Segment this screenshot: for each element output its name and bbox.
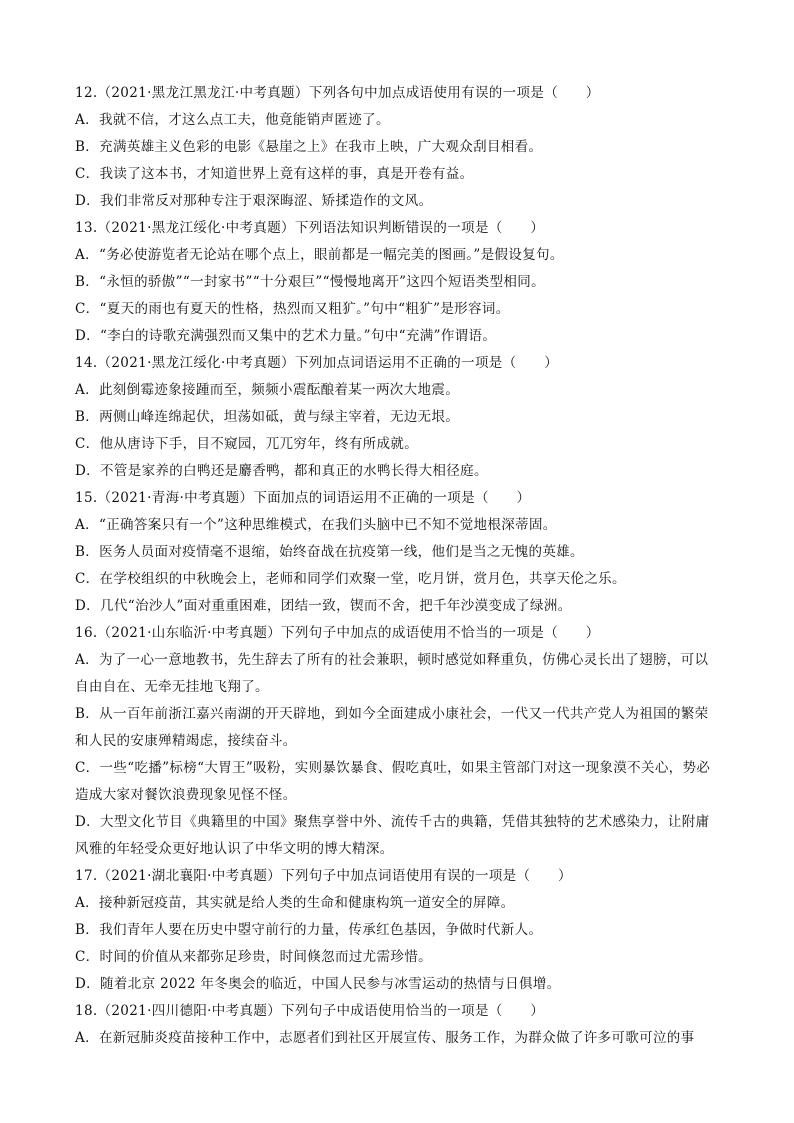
question-title: 13.（2021·黑龙江绥化·中考真题）下列语法知识判断错误的一项是（ ） [75,220,545,236]
question-block [75,485,725,620]
option-line: D．几代“治沙人”面对重重困难，团结一致，锲而不舍，把千年沙漠变成了绿洲。 [75,598,572,614]
option-line: D．大型文化节目《典籍里的中国》聚焦享誉中外、流传千古的典籍，凭借其独特的艺术感染力，让附庸 [75,814,710,830]
option-line: B．充满英雄主义色彩的电影《悬崖之上》在我市上映，广大观众刮目相看。 [75,139,543,155]
question-block [75,350,725,485]
question-title: 12.（2021·黑龙江黑龙江·中考真题）下列各句中加点成语使用有误的一项是（ ） [75,85,600,101]
option-line: D．我们非常反对那种专注于艰深晦涩、矫揉造作的文风。 [75,193,433,209]
option-line: B．从一百年前浙江嘉兴南湖的开天辟地，到如今全面建成小康社会，一代又一代共产党人为祖国的繁荣 [75,706,709,722]
option-line: C．一些“吃播”标榜“大胃王”吸粉，实则暴饮暴食、假吃真吐，如果主管部门对这一现象漠不关心，势必 [75,760,711,776]
question-block [75,80,725,215]
option-line: B．我们青年人要在历史中曌守前行的力量，传承红色基因，争做时代新人。 [75,922,543,938]
question-title: 14.（2021·黑龙江绥化·中考真题）下列加点词语运用不正确的一项是（ ） [75,355,559,371]
question-block [75,863,725,998]
question-title: 17.（2021·湖北襄阳·中考真题）下列句子中加点词语使用有误的一项是（ ） [75,868,572,884]
option-line: C．他从唐诗下手，目不窥园，兀兀穷年，终有所成就。 [75,436,419,452]
option-line: A．在新冠肺炎疫苗接种工作中，志愿者们到社区开展宣传、服务工作，为群众做了许多可歌可泣的事 [75,1030,695,1046]
option-line: B．医务人员面对疫情毫不退缩，始终奋战在抗疫第一线，他们是当之无愧的英雄。 [75,544,584,560]
option-line: B．两侧山峰连绵起伏，坦荡如砥，黄与绿主宰着，无边无垠。 [75,409,460,425]
option-line: 和人民的安康殚精竭虑，接续奋斗。 [75,733,297,749]
exam-page [75,80,725,1052]
option-line: 造成大家对餐饮浪费现象见怪不怪。 [75,787,297,803]
question-title: 16.（2021·山东临沂·中考真题）下列句子中加点的成语使用不恰当的一项是（ ） [75,625,600,641]
option-line: C．时间的价值从来都弥足珍贵，时间倏忽而过尤需珍惜。 [75,949,432,965]
option-line: C．“夏天的雨也有夏天的性格，热烈而又粗犷。”句中“粗犷”是形容词。 [75,301,510,317]
option-line: A．“务必使游览者无论站在哪个点上，眼前都是一幅完美的图画。”是假设复句。 [75,247,564,263]
option-line: A．接种新冠疫苗，其实就是给人类的生命和健康构筑一道安全的屏障。 [75,895,515,911]
option-line: B．“永恒的骄傲”“一封家书”“十分艰巨”“慢慢地离开”这四个短语类型相同。 [75,274,545,290]
option-line: 风雅的年轻受众更好地认识了中华文明的博大精深。 [75,841,394,857]
question-title: 18.（2021·四川德阳·中考真题）下列句子中成语使用恰当的一项是（ ） [75,1003,545,1019]
option-line: A．我就不信，才这么点工夫，他竟能销声匿迹了。 [75,112,390,128]
option-line: D．不管是家养的白鸭还是麝香鸭，都和真正的水鸭长得大相径庭。 [75,463,488,479]
option-line: A．“正确答案只有一个”这种思维模式，在我们头脑中已不知不觉地根深蒂固。 [75,517,557,533]
option-line: 自由自在、无牵无挂地飞翔了。 [75,679,269,695]
option-line: A．此刻倒霉迹象接踵而至，频频小震酝酿着某一两次大地震。 [75,382,460,398]
option-line: D．随着北京 2022 年冬奥会的临近，中国人民参与冰雪运动的热情与日俱增。 [75,976,561,992]
question-block [75,998,725,1052]
question-block [75,620,725,863]
question-title: 15.（2021·青海·中考真题）下面加点的词语运用不正确的一项是（ ） [75,490,531,506]
option-line: C．我读了这本书，才知道世界上竟有这样的事，真是开卷有益。 [75,166,474,182]
option-line: C．在学校组织的中秋晚会上，老师和同学们欢聚一堂，吃月饼，赏月色，共享天伦之乐。 [75,571,626,587]
question-block [75,215,725,350]
option-line: A．为了一心一意地教书，先生辞去了所有的社会兼职，顿时感觉如释重负，仿佛心灵长出了翅膀，可以 [75,652,709,668]
option-line: D．“李白的诗歌充满强烈而又集中的艺术力量。”句中“充满”作谓语。 [75,328,497,344]
